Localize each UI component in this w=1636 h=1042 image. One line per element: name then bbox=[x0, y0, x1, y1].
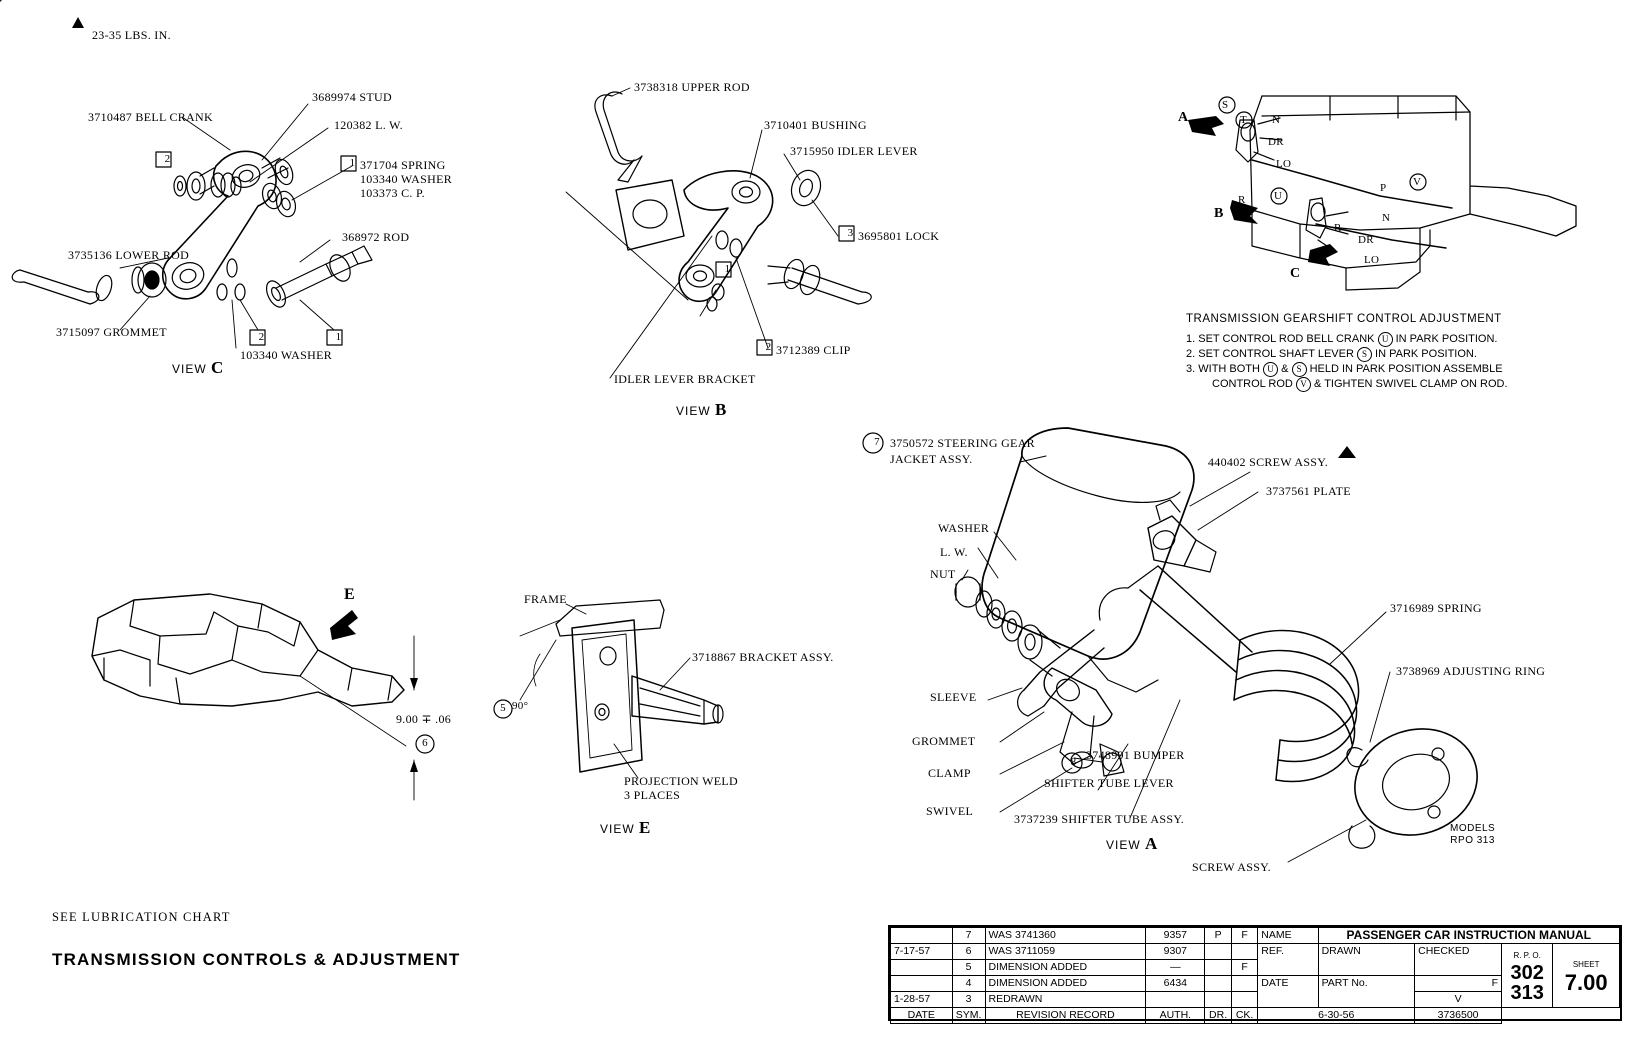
sheet-cell bbox=[1553, 944, 1620, 1008]
circle-u: U bbox=[1378, 332, 1393, 347]
rpo-label: R. P. O. bbox=[1513, 951, 1541, 960]
callout-c-1: 1 bbox=[349, 157, 356, 169]
revision-dr bbox=[1205, 992, 1232, 1008]
callout-b-2: 2 bbox=[765, 341, 772, 353]
revision-sym: 5 bbox=[952, 960, 985, 976]
revision-date: 7-17-57 bbox=[891, 944, 953, 960]
label-washer: WASHER bbox=[938, 521, 990, 535]
callout-5: 5 bbox=[500, 702, 506, 714]
label-bracket-assy: 3718867 BRACKET ASSY. bbox=[692, 650, 834, 664]
callout-7: 7 bbox=[874, 436, 880, 448]
revision-ck bbox=[1231, 992, 1257, 1008]
date-value: 6-30-56 bbox=[1258, 1008, 1415, 1024]
drawn-label: DRAWN bbox=[1318, 944, 1415, 976]
frame-dimension: 9.00 ∓ .06 bbox=[396, 712, 452, 726]
col-header-sym: SYM. bbox=[952, 1008, 985, 1024]
label-clip: 3712389 CLIP bbox=[776, 343, 851, 357]
models-label: MODELS RPO 313 bbox=[1450, 823, 1496, 846]
label-upper-rod: 3738318 UPPER ROD bbox=[634, 80, 750, 94]
view-e-arrow-letter: E bbox=[344, 586, 355, 603]
label-frame: FRAME bbox=[524, 592, 567, 606]
label-jacket-assy: JACKET ASSY. bbox=[890, 452, 973, 466]
table-row bbox=[891, 944, 1620, 960]
checked-value: F bbox=[1415, 976, 1502, 992]
label-bushing: 3710401 BUSHING bbox=[764, 118, 867, 132]
view-e-bracket-artwork bbox=[494, 600, 723, 778]
revision-record: REDRAWN bbox=[985, 992, 1146, 1008]
revision-dr bbox=[1205, 944, 1232, 960]
col-header-auth: AUTH. bbox=[1146, 1008, 1205, 1024]
name-label: NAME bbox=[1258, 928, 1318, 944]
label-bell-crank: 3710487 BELL CRANK bbox=[88, 110, 213, 124]
label-rod-368972: 368972 ROD bbox=[342, 230, 410, 244]
marker-r2: R bbox=[1334, 222, 1342, 234]
label-clamp: CLAMP bbox=[928, 766, 971, 780]
revision-ck: F bbox=[1231, 928, 1257, 944]
revision-sym: 6 bbox=[952, 944, 985, 960]
label-lower-rod: 3735136 LOWER ROD bbox=[68, 248, 190, 262]
marker-u: U bbox=[1274, 190, 1283, 202]
revision-date bbox=[891, 976, 953, 992]
view-e-caption: VIEW E bbox=[600, 818, 652, 837]
revision-date bbox=[891, 960, 953, 976]
view-a-artwork bbox=[863, 428, 1491, 862]
revision-ck bbox=[1231, 944, 1257, 960]
table-row bbox=[891, 1008, 1620, 1024]
label-cotter-pin: 103373 C. P. bbox=[360, 186, 425, 200]
marker-s: S bbox=[1222, 99, 1229, 111]
revision-auth: 6434 bbox=[1146, 976, 1205, 992]
label-screw-assy: SCREW ASSY. bbox=[1192, 860, 1271, 874]
revision-ck bbox=[1231, 976, 1257, 992]
rpo-value-313: 313 bbox=[1510, 982, 1544, 1004]
revision-dr bbox=[1205, 960, 1232, 976]
ref-label: REF. bbox=[1258, 944, 1318, 976]
marker-c: C bbox=[1290, 266, 1301, 281]
page-title: TRANSMISSION CONTROLS & ADJUSTMENT bbox=[52, 950, 461, 969]
marker-lo: LO bbox=[1276, 158, 1292, 170]
label-steering-gear: 3750572 STEERING GEAR bbox=[890, 436, 1035, 450]
torque-note: 23-35 LBS. IN. bbox=[92, 28, 171, 42]
col-header-record: REVISION RECORD bbox=[985, 1008, 1146, 1024]
adjustment-heading: TRANSMISSION GEARSHIFT CONTROL ADJUSTMENT bbox=[1186, 313, 1502, 325]
circle-u2: U bbox=[1263, 362, 1278, 377]
label-lock-washer: 120382 L. W. bbox=[334, 118, 403, 132]
label-idler-lever-bracket: IDLER LEVER BRACKET bbox=[614, 372, 756, 386]
marker-dr2: DR bbox=[1358, 234, 1374, 246]
circle-v: V bbox=[1296, 377, 1311, 392]
col-header-ck: CK. bbox=[1231, 1008, 1257, 1024]
revision-date bbox=[891, 928, 953, 944]
revision-sym: 4 bbox=[952, 976, 985, 992]
view-c-artwork bbox=[0, 0, 372, 348]
revision-date: 1-28-57 bbox=[891, 992, 953, 1008]
rpo-value-302: 302 bbox=[1510, 962, 1544, 984]
revision-sym: 7 bbox=[952, 928, 985, 944]
checked-label: CHECKED bbox=[1415, 944, 1502, 976]
label-grommet-a: GROMMET bbox=[912, 734, 976, 748]
marker-t: T bbox=[1240, 114, 1248, 126]
marker-p: P bbox=[1380, 182, 1387, 194]
part-value: 3736500 bbox=[1415, 1008, 1502, 1024]
revision-auth: — bbox=[1146, 960, 1205, 976]
col-header-date: DATE bbox=[891, 1008, 953, 1024]
label-lock: 3695801 LOCK bbox=[858, 229, 940, 243]
label-idler-lever: 3715950 IDLER LEVER bbox=[790, 144, 918, 158]
marker-r: R bbox=[1238, 194, 1246, 206]
adjustment-instructions bbox=[1186, 312, 1606, 392]
marker-s2: V bbox=[1413, 176, 1422, 188]
label-bumper: 3748991 BUMPER bbox=[1086, 748, 1185, 762]
callout-c-2b: 2 bbox=[258, 331, 265, 343]
sheet-value: 7.00 bbox=[1564, 970, 1608, 995]
marker-b: B bbox=[1214, 206, 1224, 221]
callout-c-2: 2 bbox=[164, 153, 171, 165]
label-grommet: 3715097 GROMMET bbox=[56, 325, 167, 339]
label-stud: 3689974 STUD bbox=[312, 90, 392, 104]
label-shifter-tube-lever: SHIFTER TUBE LEVER bbox=[1044, 776, 1174, 790]
revision-record: DIMENSION ADDED bbox=[985, 960, 1146, 976]
marker-n2: N bbox=[1382, 212, 1391, 224]
view-c-caption: VIEW C bbox=[172, 358, 225, 377]
circle-s2: S bbox=[1292, 362, 1307, 377]
revision-record: DIMENSION ADDED bbox=[985, 976, 1146, 992]
adjustment-step-3b: CONTROL ROD V & TIGHTEN SWIVEL CLAMP ON ROD. bbox=[1212, 378, 1508, 390]
callout-b-3: 3 bbox=[847, 227, 854, 239]
label-three-places: 3 PLACES bbox=[624, 788, 681, 802]
revision-sym: 3 bbox=[952, 992, 985, 1008]
label-angle: 90° bbox=[512, 700, 529, 712]
label-swivel: SWIVEL bbox=[926, 804, 974, 818]
label-lw: L. W. bbox=[940, 545, 968, 559]
marker-n: N bbox=[1272, 114, 1281, 126]
circle-s: S bbox=[1357, 347, 1372, 362]
label-shifter-tube-assy: 3737239 SHIFTER TUBE ASSY. bbox=[1014, 812, 1185, 826]
revision-dr: P bbox=[1205, 928, 1232, 944]
adjustment-step-3: 3. WITH BOTH U & S HELD IN PARK POSITION ASSEMBLE bbox=[1186, 363, 1503, 375]
rpo-cell bbox=[1501, 944, 1552, 1008]
label-nut: NUT bbox=[930, 567, 956, 581]
manual-title: PASSENGER CAR INSTRUCTION MANUAL bbox=[1318, 928, 1619, 944]
col-header-dr: DR. bbox=[1205, 1008, 1232, 1024]
revision-ck: F bbox=[1231, 960, 1257, 976]
revision-auth: 9307 bbox=[1146, 944, 1205, 960]
view-a-caption: VIEW A bbox=[1106, 834, 1159, 853]
label-spring-3716989: 3716989 SPRING bbox=[1390, 601, 1482, 615]
label-projection-weld: PROJECTION WELD bbox=[624, 774, 738, 788]
label-washer-103340-b: 103340 WASHER bbox=[240, 348, 333, 362]
view-b-caption: VIEW B bbox=[676, 400, 728, 419]
sheet-label: SHEET bbox=[1572, 960, 1600, 969]
callout-8: 8 bbox=[1070, 756, 1077, 768]
label-adjusting-ring: 3738969 ADJUSTING RING bbox=[1396, 664, 1546, 678]
label-washer-103340: 103340 WASHER bbox=[360, 172, 453, 186]
callout-6: 6 bbox=[422, 737, 428, 749]
callout-c-1b: 1 bbox=[335, 331, 342, 343]
table-row bbox=[891, 928, 1620, 944]
revision-record: WAS 3711059 bbox=[985, 944, 1146, 960]
frame-artwork bbox=[92, 594, 434, 800]
marker-lo2: LO bbox=[1364, 254, 1380, 266]
marker-dr: DR bbox=[1268, 136, 1284, 148]
label-screw-assy-440402: 440402 SCREW ASSY. bbox=[1208, 455, 1328, 469]
torque-triangle-icon bbox=[72, 17, 84, 28]
revision-record: WAS 3741360 bbox=[985, 928, 1146, 944]
revision-auth bbox=[1146, 992, 1205, 1008]
revision-dr bbox=[1205, 976, 1232, 992]
label-spring: 371704 SPRING bbox=[360, 158, 446, 172]
callout-b-1: 1 bbox=[724, 263, 731, 275]
adjustment-step-2: 2. SET CONTROL SHAFT LEVER S IN PARK POSITION. bbox=[1186, 348, 1477, 360]
part-label: PART No. bbox=[1318, 976, 1415, 1008]
marker-a: A bbox=[1178, 110, 1189, 125]
title-block bbox=[888, 925, 1622, 1021]
drawn-value: V bbox=[1415, 992, 1502, 1008]
lubrication-note: SEE LUBRICATION CHART bbox=[52, 910, 231, 924]
label-plate: 3737561 PLATE bbox=[1266, 484, 1351, 498]
adjustment-step-1: 1. SET CONTROL ROD BELL CRANK U IN PARK POSITION. bbox=[1186, 333, 1498, 345]
label-sleeve: SLEEVE bbox=[930, 690, 977, 704]
revision-auth: 9357 bbox=[1146, 928, 1205, 944]
date-label: DATE bbox=[1258, 976, 1318, 1008]
